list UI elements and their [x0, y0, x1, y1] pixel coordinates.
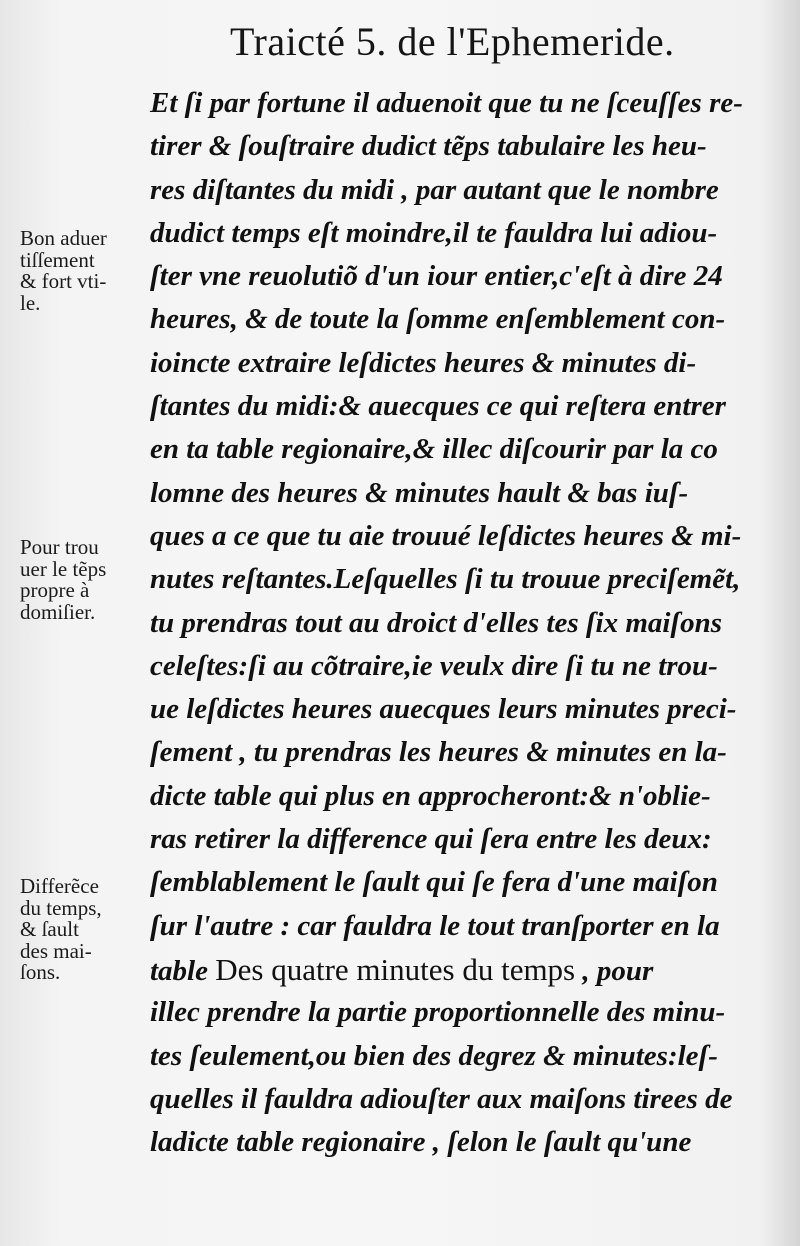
- text-line: quelles il fauldra adiouſter aux maiſons tirees de: [150, 1082, 733, 1115]
- body-text: [150, 82, 775, 1164]
- text-line: tu prendras tout au droict d'elles tes ſix maiſons: [150, 606, 722, 639]
- margin-note-2: [20, 537, 106, 623]
- text-line: ques a ce que tu aie trouué leſdictes heures & mi-: [150, 519, 742, 552]
- text-line: ſemblablement le ſault qui ſe fera d'une maiſon: [150, 866, 718, 899]
- text-line: illec prendre la partie proportionnelle des minu-: [150, 996, 726, 1029]
- margin-note-line: uer le tẽps: [20, 556, 107, 581]
- margin-note-line: ſons.: [20, 960, 61, 984]
- text-line: ſter vne reuolutiõ d'un iour entier,c'eſt à dire 24: [150, 260, 723, 293]
- margin-note-line: domiſier.: [20, 599, 96, 624]
- text-line: ſtantes du midi:& auecques ce qui reſtera entrer: [150, 390, 726, 423]
- running-head: Traicté 5. de l'Ephemeride.: [230, 19, 675, 64]
- margin-note-line: Pour trou: [20, 535, 99, 559]
- roman-title: Des quatre minutes du temps: [215, 951, 576, 987]
- text-line: dudict temps eſt moindre,il te fauldra lui adiou-: [150, 216, 718, 249]
- margin-note-line: & fort vti-: [20, 269, 107, 293]
- text-line: lomne des heures & minutes hault & bas iuſ-: [150, 476, 689, 509]
- margin-note-line: & ſault: [20, 917, 79, 941]
- text-line: celeſtes:ſi au cõtraire,ie veulx dire ſi tu ne trou-: [150, 649, 718, 682]
- text-line: dicte table qui plus en approcheront:& n'oblie-: [150, 779, 711, 812]
- text-line: tes ſeulement,ou bien des degrez & minutes:leſ-: [150, 1039, 718, 1072]
- text-line: ladicte table regionaire , ſelon le ſault qu'une: [150, 1126, 692, 1159]
- text-line: heures, & de toute la ſomme enſemblement con-: [150, 303, 726, 336]
- text-line: ſur l'autre : car fauldra le tout tranſporter en la: [150, 909, 720, 942]
- margin-note-line: du temps,: [20, 895, 102, 920]
- margin-note-1: [20, 228, 107, 314]
- text-line: table Des quatre minutes du temps , pour: [150, 951, 654, 987]
- text-line: ioincte extraire leſdictes heures & minutes di-: [150, 346, 697, 379]
- text-line: tirer & ſouſtraire dudict tẽps tabulaire les heu-: [150, 130, 707, 163]
- text-line: nutes reſtantes.Leſquelles ſi tu trouue preciſemẽt,: [150, 563, 741, 596]
- margin-note-line: tiſſement: [20, 247, 95, 272]
- margin-note-3: [20, 876, 102, 984]
- margin-note-line: Differẽce: [20, 874, 99, 898]
- text-line: ue leſdictes heures auecques leurs minutes preci-: [150, 693, 737, 726]
- text-line: Et ſi par fortune il aduenoit que tu ne ſceuſſes re-: [150, 87, 743, 119]
- margin-note-line: le.: [20, 290, 41, 315]
- margin-note-line: propre à: [20, 578, 90, 602]
- margin-note-line: des mai-: [20, 938, 92, 963]
- text-line: ras retirer la difference qui ſera entre les deux:: [150, 823, 712, 856]
- text-line: res diſtantes du midi , par autant que le nombre: [150, 173, 719, 206]
- text-line: en ta table regionaire,& illec diſcourir par la co: [150, 433, 718, 466]
- text-line: ſement , tu prendras les heures & minutes en la-: [150, 736, 727, 769]
- margin-note-line: Bon aduer: [20, 226, 107, 250]
